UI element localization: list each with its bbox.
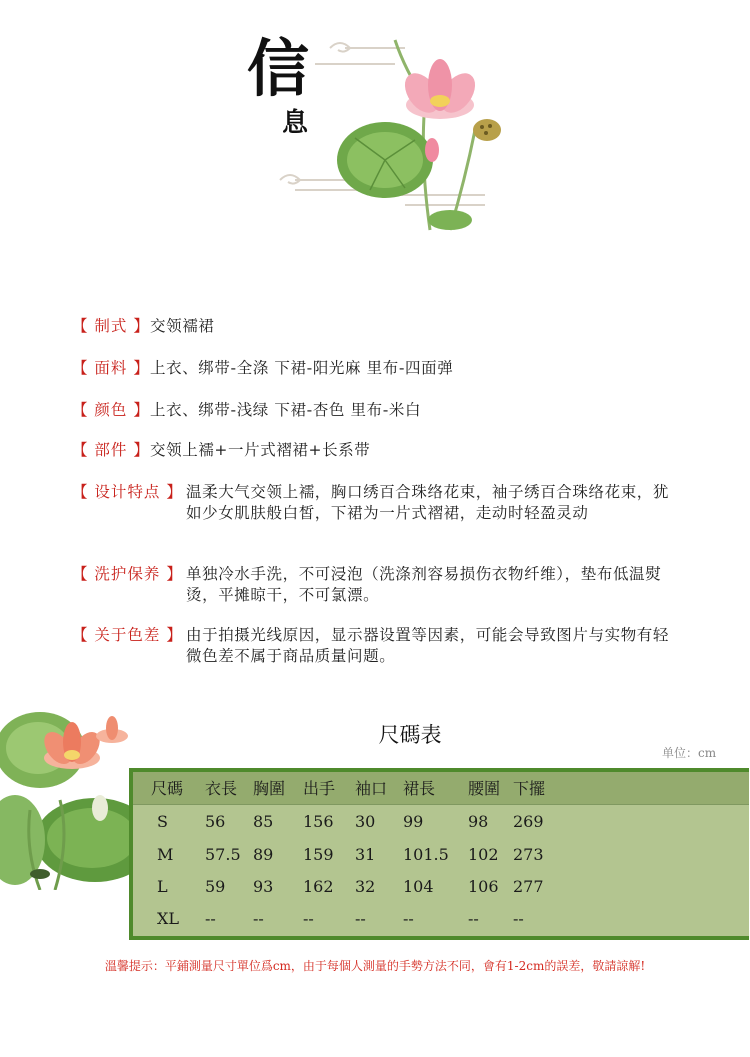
- size-value-cell: 89: [253, 845, 274, 864]
- size-value-cell: 162: [303, 877, 334, 896]
- size-value-cell: --: [205, 909, 216, 928]
- info-label: 【 制式 】: [72, 317, 150, 335]
- size-label-cell: M: [157, 845, 174, 864]
- measurement-tip: 溫馨提示：平鋪測量尺寸單位爲cm，由于每個人測量的手勢方法不同，會有1-2cm的誤差，敬請諒解!: [104, 959, 646, 973]
- header-banner: [0, 0, 750, 260]
- size-value-cell: 159: [303, 845, 334, 864]
- size-label-cell: L: [157, 877, 168, 896]
- size-value-cell: 56: [205, 812, 226, 831]
- header-title-small: 息: [282, 108, 309, 138]
- size-value-cell: 32: [355, 877, 376, 896]
- size-label-cell: S: [157, 812, 168, 831]
- size-value-cell: 273: [513, 845, 544, 864]
- info-value: 单独冷水手洗，不可浸泡（洗涤剂容易损伤衣物纤维），垫布低温熨烫，平摊晾干，不可氯漂。: [186, 565, 662, 604]
- size-value-cell: --: [468, 909, 479, 928]
- size-value-cell: 269: [513, 812, 544, 831]
- size-value-cell: 57.5: [205, 845, 241, 864]
- size-value-cell: 104: [403, 877, 434, 896]
- size-value-cell: 99: [403, 812, 424, 831]
- info-value: 温柔大气交领上襦，胸口绣百合珠络花束，袖子绣百合珠络花束，犹如少女肌肤般白皙，下裙为一片式褶裙，走动时轻盈灵动: [186, 483, 670, 522]
- info-label: 【 面料 】: [72, 359, 150, 377]
- info-label: 【 洗护保养 】: [72, 565, 183, 583]
- size-value-cell: --: [513, 909, 524, 928]
- size-value-cell: --: [253, 909, 264, 928]
- info-label: 【 部件 】: [72, 441, 150, 459]
- info-label: 【 关于色差 】: [72, 626, 183, 644]
- size-chart-title: 尺碼表: [378, 723, 442, 747]
- size-value-cell: 31: [355, 845, 376, 864]
- size-value-cell: 98: [468, 812, 489, 831]
- size-chart-unit: 单位：cm: [662, 746, 717, 760]
- size-value-cell: 101.5: [403, 845, 449, 864]
- size-value-cell: 106: [468, 877, 499, 896]
- size-value-cell: 30: [355, 812, 376, 831]
- size-value-cell: 277: [513, 877, 544, 896]
- size-header-cell: 衣長: [205, 779, 238, 798]
- info-label: 【 设计特点 】: [72, 483, 183, 501]
- size-header-cell: 腰圍: [468, 779, 501, 798]
- info-label: 【 颜色 】: [72, 401, 150, 419]
- size-value-cell: 85: [253, 812, 274, 831]
- info-value: 交领上襦+一片式褶裙+长系带: [150, 441, 371, 459]
- size-chart-table: [129, 768, 749, 940]
- info-value: 上衣、绑带-全涤 下裙-阳光麻 里布-四面弹: [150, 359, 454, 377]
- size-value-cell: 59: [205, 877, 226, 896]
- info-value: 上衣、绑带-浅绿 下裙-杏色 里布-米白: [150, 401, 422, 419]
- size-value-cell: --: [355, 909, 366, 928]
- info-value: 由于拍摄光线原因，显示器设置等因素，可能会导致图片与实物有轻微色差不属于商品质量问题。: [186, 626, 670, 665]
- size-header-cell: 裙長: [403, 779, 436, 798]
- size-header-cell: 胸圍: [253, 779, 286, 798]
- size-value-cell: --: [403, 909, 414, 928]
- size-header-cell: 出手: [303, 779, 336, 798]
- size-header-cell: 尺碼: [151, 779, 184, 798]
- header-title-big: 信: [247, 32, 310, 105]
- info-value: 交领襦裙: [150, 317, 215, 335]
- size-header-cell: 下擺: [513, 779, 546, 798]
- size-value-cell: 102: [468, 845, 499, 864]
- size-value-cell: --: [303, 909, 314, 928]
- lotus-illustration-top: [275, 20, 505, 240]
- size-value-cell: 93: [253, 877, 274, 896]
- size-header-cell: 袖口: [355, 779, 388, 798]
- size-value-cell: 156: [303, 812, 334, 831]
- size-label-cell: XL: [157, 909, 180, 928]
